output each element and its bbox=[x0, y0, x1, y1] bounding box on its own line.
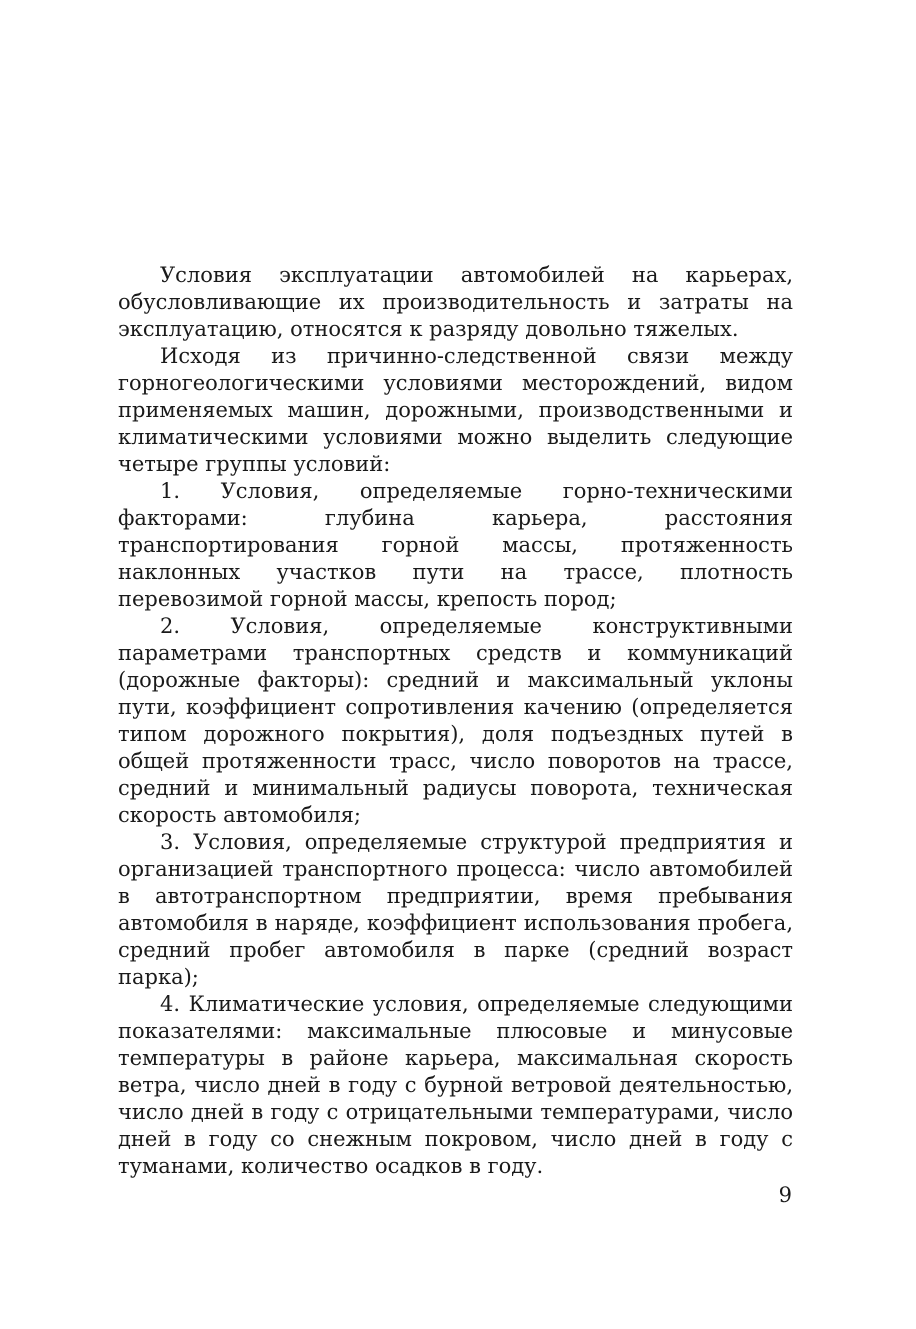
page-number: 9 bbox=[778, 1183, 792, 1207]
paragraph-groups: Исходя из причинно-следственной связи между горногеологическими условиями месторождений, видом применяемых машин, дорожными, производственными и климатическими условиями можно выделить следующие четыре группы условий: bbox=[118, 344, 793, 476]
list-item-climate-factors: 4. Климатические условия, определяемые следующими показателями: максимальные плюсовые и минусовые температуры в районе карьера, максимальная скорость ветра, число дней в году с бурной ветровой деятельностью, число дней в году с отрицательными температурами, число дней в году со снежным покровом, число дней в году с туманами, количество осадков в году. bbox=[118, 992, 793, 1178]
list-item-mining-factors: 1. Условия, определяемые горно-техническими факторами: глубина карьера, расстояния транспортирования горной массы, протяженность наклонных участков пути на трассе, плотность перевозимой горной массы, крепость пород; bbox=[118, 479, 793, 611]
list-item-enterprise-factors: 3. Условия, определяемые структурой предприятия и организацией транспортного процесса: число автомобилей в автотранспортном предприятии, время пребывания автомобиля в наряде, коэффициент использования пробега, средний пробег автомобиля в парке (средний возраст парка); bbox=[118, 830, 793, 989]
paragraph-intro: Условия эксплуатации автомобилей на карьерах, обусловливающие их производительность и затраты на эксплуатацию, относятся к разряду довольно тяжелых. bbox=[118, 263, 793, 341]
body-text bbox=[118, 262, 793, 1180]
list-item-road-factors: 2. Условия, определяемые конструктивными параметрами транспортных средств и коммуникаций (дорожные факторы): средний и максимальный уклоны пути, коэффициент сопротивления качению (определяется типом дорожного покрытия), доля подъездных путей в общей протяженности трасс, число поворотов на трассе, средний и минимальный радиусы поворота, техническая скорость автомобиля; bbox=[118, 614, 793, 827]
